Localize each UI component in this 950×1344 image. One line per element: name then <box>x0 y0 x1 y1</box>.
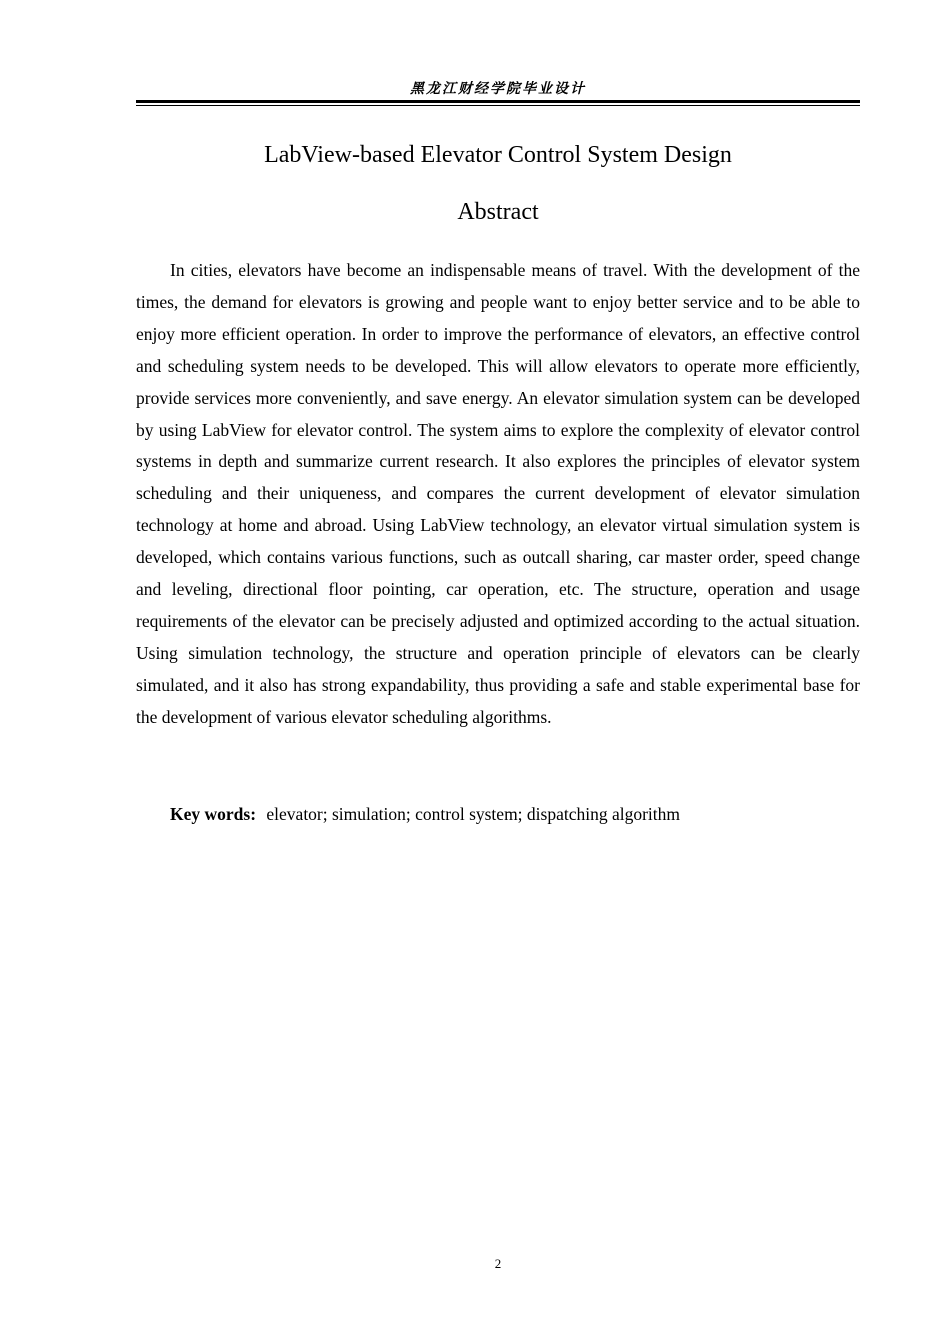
keywords-label: Key words: <box>170 804 257 824</box>
abstract-body: In cities, elevators have become an indispensable means of travel. With the development of the times, the demand for elevators is growing and people want to enjoy better service and to be able to enjoy more efficient operation. In order to improve the performance of elevators, an effective control and scheduling system needs to be developed. This will allow elevators to operate more efficiently, provide services more conveniently, and save energy. An elevator simulation system can be developed by using LabView for elevator control. The system aims to explore the complexity of elevator control systems in depth and summarize current research. It also explores the principles of elevator system scheduling and their uniqueness, and compares the current development of elevator simulation technology at home and abroad. Using LabView technology, an elevator virtual simulation system is developed, which contains various functions, such as outcall sharing, car master order, speed change and leveling, directional floor pointing, car operation, etc. The structure, operation and usage requirements of the elevator can be precisely adjusted and optimized according to the actual situation. Using simulation technology, the structure and operation principle of elevators can be clearly simulated, and it also has strong expandability, thus providing a safe and stable experimental base for the development of various elevator scheduling algorithms. <box>136 260 860 727</box>
document-title: LabView-based Elevator Control System Design <box>264 142 732 168</box>
abstract-heading: Abstract <box>457 199 539 225</box>
header-rule-thick <box>136 100 860 103</box>
running-header: 黑龙江财经学院毕业设计 <box>410 82 586 97</box>
header-rule-thin <box>136 105 860 106</box>
keywords-line <box>170 798 860 830</box>
keywords-value: elevator; simulation; control system; dispatching algorithm <box>266 804 681 824</box>
page-number: 2 <box>494 1256 502 1271</box>
